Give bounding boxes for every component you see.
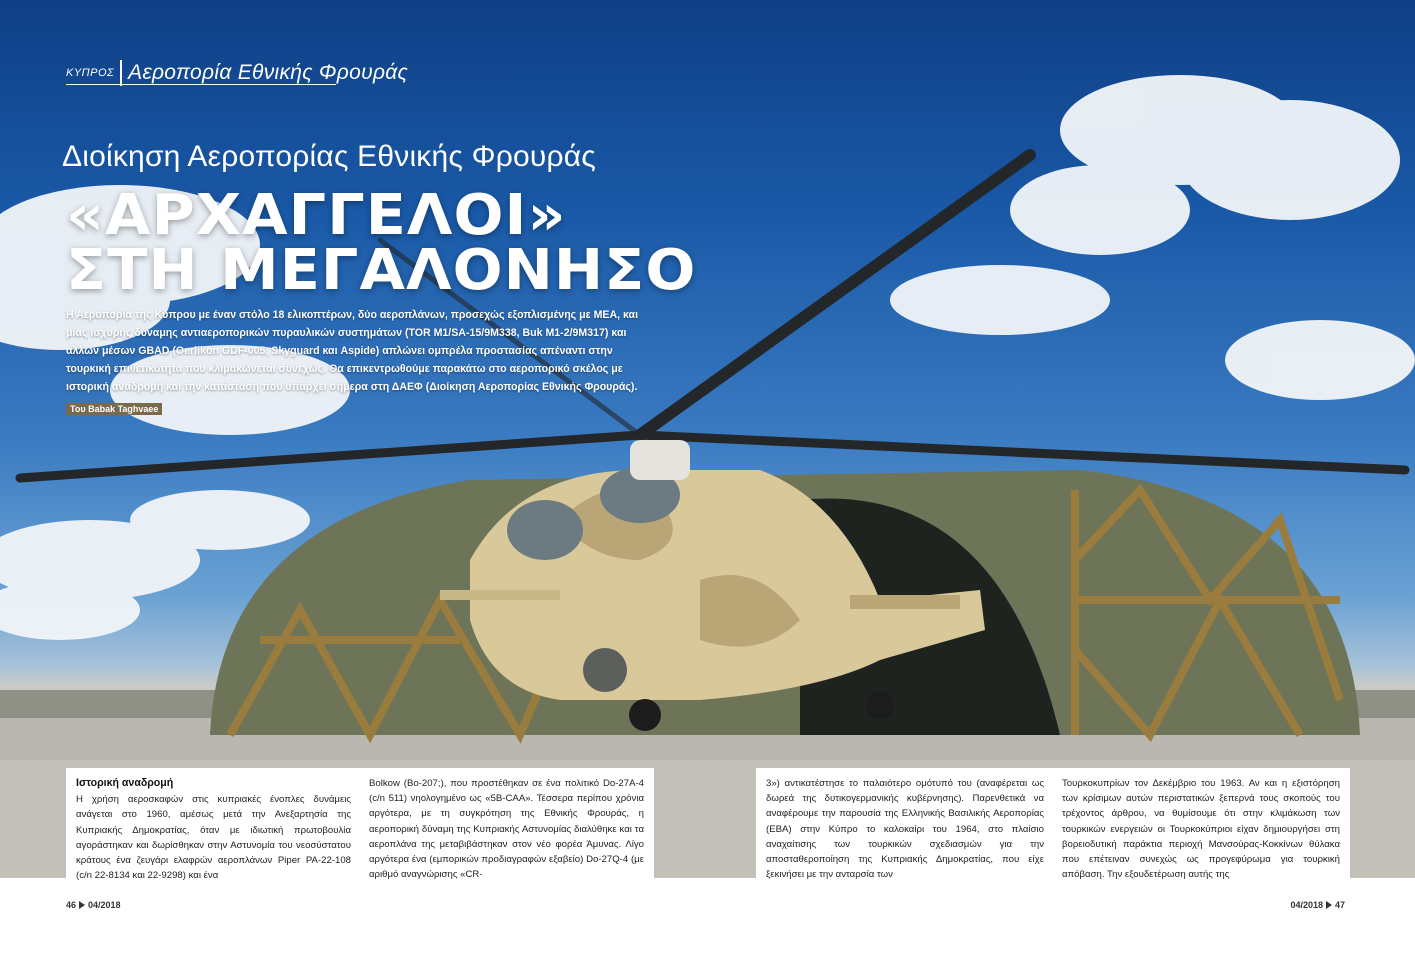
text-box-left <box>66 768 654 882</box>
bottom-margin <box>0 878 1415 956</box>
headline-line-2: ΣΤΗ ΜΕΓΑΛΟΝΗΣΟ <box>66 238 697 303</box>
column-heading: Ιστορική αναδρομή <box>76 777 174 789</box>
triangle-icon <box>1326 901 1332 909</box>
triangle-icon <box>79 901 85 909</box>
column-2-text: Bolkow (Bo-207;), που προστέθηκαν σε ένα πολιτικό Do-27A-4 (c/n 511) νηολογημένο ως «5B-CAA». Τέσσερα περίπου χρόνια αργότερα, με τη συγκρότηση της Εθνικής Φρουράς, η αεροπορική δύναμη της Κυπριακής Αστυνομίας διαλύθηκε και τα αεροπλάνα της μεταβιβάστηκαν στον νέο φορέα Άμυνας. Λίγο αργότερα ένα (εμπορικών προδιαγραφών εξαβείο) Do-27Q-4 (με αριθμό αναγνώρισης «CR- <box>369 778 644 881</box>
section-separator <box>120 60 122 86</box>
column-1 <box>76 776 351 882</box>
issue-right: 04/2018 <box>1290 900 1323 910</box>
column-4-text: Τουρκοκυπρίων τον Δεκέμβριο του 1963. Αν και η εξιστόρηση των κρίσιμων αυτών περιστατικών ξεπερνά τους σκοπούς του τρέχοντος άρθρου, να θυμίσουμε ότι στην κλιμάκωση των τουρκικών ενεργειών οι Τουρκοκύπριοι είχαν δημιουργήσει στη βορειοδυτική παράκτια περιοχή Μανσούρας-Κοκκίνων θύλακα που επέτειναν συνεχώς ως προγεφύρωμα για τουρκική απόβαση. Την εξουδετέρωση αυτής της <box>1062 778 1340 881</box>
section-rule <box>66 84 336 85</box>
column-1-text: Η χρήση αεροσκαφών στις κυπριακές ένοπλες δυνάμεις ανάγεται στο 1960, αμέσως μετά την Ανεξαρτησία της Κυπριακής Δημοκρατίας, όταν με ιδιωτική πρωτοβουλία αγοράστηκαν και δωρίσθηκαν στην Αστυνομία του νεοσύστατου κράτους ένα ζευγάρι ελαφρών αεροπλάνων Piper PA-22-108 (c/n 22-8134 και 22-9298) και ένα <box>76 794 351 882</box>
section-tag <box>66 60 408 86</box>
column-4 <box>1062 776 1340 881</box>
issue-left: 04/2018 <box>88 900 121 910</box>
page-number-right: 47 <box>1334 900 1345 910</box>
page-number-left: 46 <box>66 900 77 910</box>
byline: Του Babak Taghvaee <box>66 403 162 415</box>
column-3-text: 3») αντικατέστησε το παλαιότερο ομότυπό του (αναφέρεται ως δωρεά της δυτικογερμανικής κυβέρνησης). Παρενθετικά να αναφέρουμε την παρουσία της Ελληνικής Βασιλικής Αεροπορίας (ΕΒΑ) στην Κύπρο το καλοκαίρι του 1964, στο πλαίσιο αναχαίτισης των τουρκικών σχεδιασμών για την αποσταθεροποίηση της Κυπριακής Δημοκρατίας, που είχε ξεκινήσει με την ανταρσία των <box>766 778 1044 881</box>
column-3 <box>766 776 1044 881</box>
column-2 <box>369 776 644 881</box>
folio-left <box>66 900 121 910</box>
country-label: ΚΥΠΡΟΣ <box>66 67 115 79</box>
article-headline <box>66 183 697 303</box>
section-name: Αεροπορία Εθνικής Φρουράς <box>128 61 409 84</box>
folio-right <box>1290 900 1345 910</box>
article-lead: Η Αεροπορία της Κύπρου με έναν στόλο 18 ελικοπτέρων, δύο αεροπλάνων, προσεχώς εξοπλισμένης με ΜΕΑ, και μίας ισχυρής δύναμης αντιαεροπορικών πυραυλικών συστημάτων (TOR M1/SA-15/9M338, Buk M1-2/9M317) και άλλων μέσων GBAD (Oerlikon GDF-005, Skyguard και Aspide) απλώνει ομπρέλα προστασίας απέναντι στην τουρκική επιθετικότητα που κλιμακώνεται συνεχώς. Θα επικεντρωθούμε παρακάτω στο αεροπορικό σκέλος με ιστορική αναδρομή και την κατάσταση που υπάρχει σήμερα στη ΔΑΕΦ (Διοίκηση Αεροπορίας Εθνικής Φρουράς). <box>66 309 639 393</box>
article-kicker: Διοίκηση Αεροπορίας Εθνικής Φρουράς <box>62 140 596 173</box>
text-box-right <box>756 768 1350 881</box>
headline-line-1: «ΑΡΧΑΓΓΕΛΟΙ» <box>66 183 567 248</box>
